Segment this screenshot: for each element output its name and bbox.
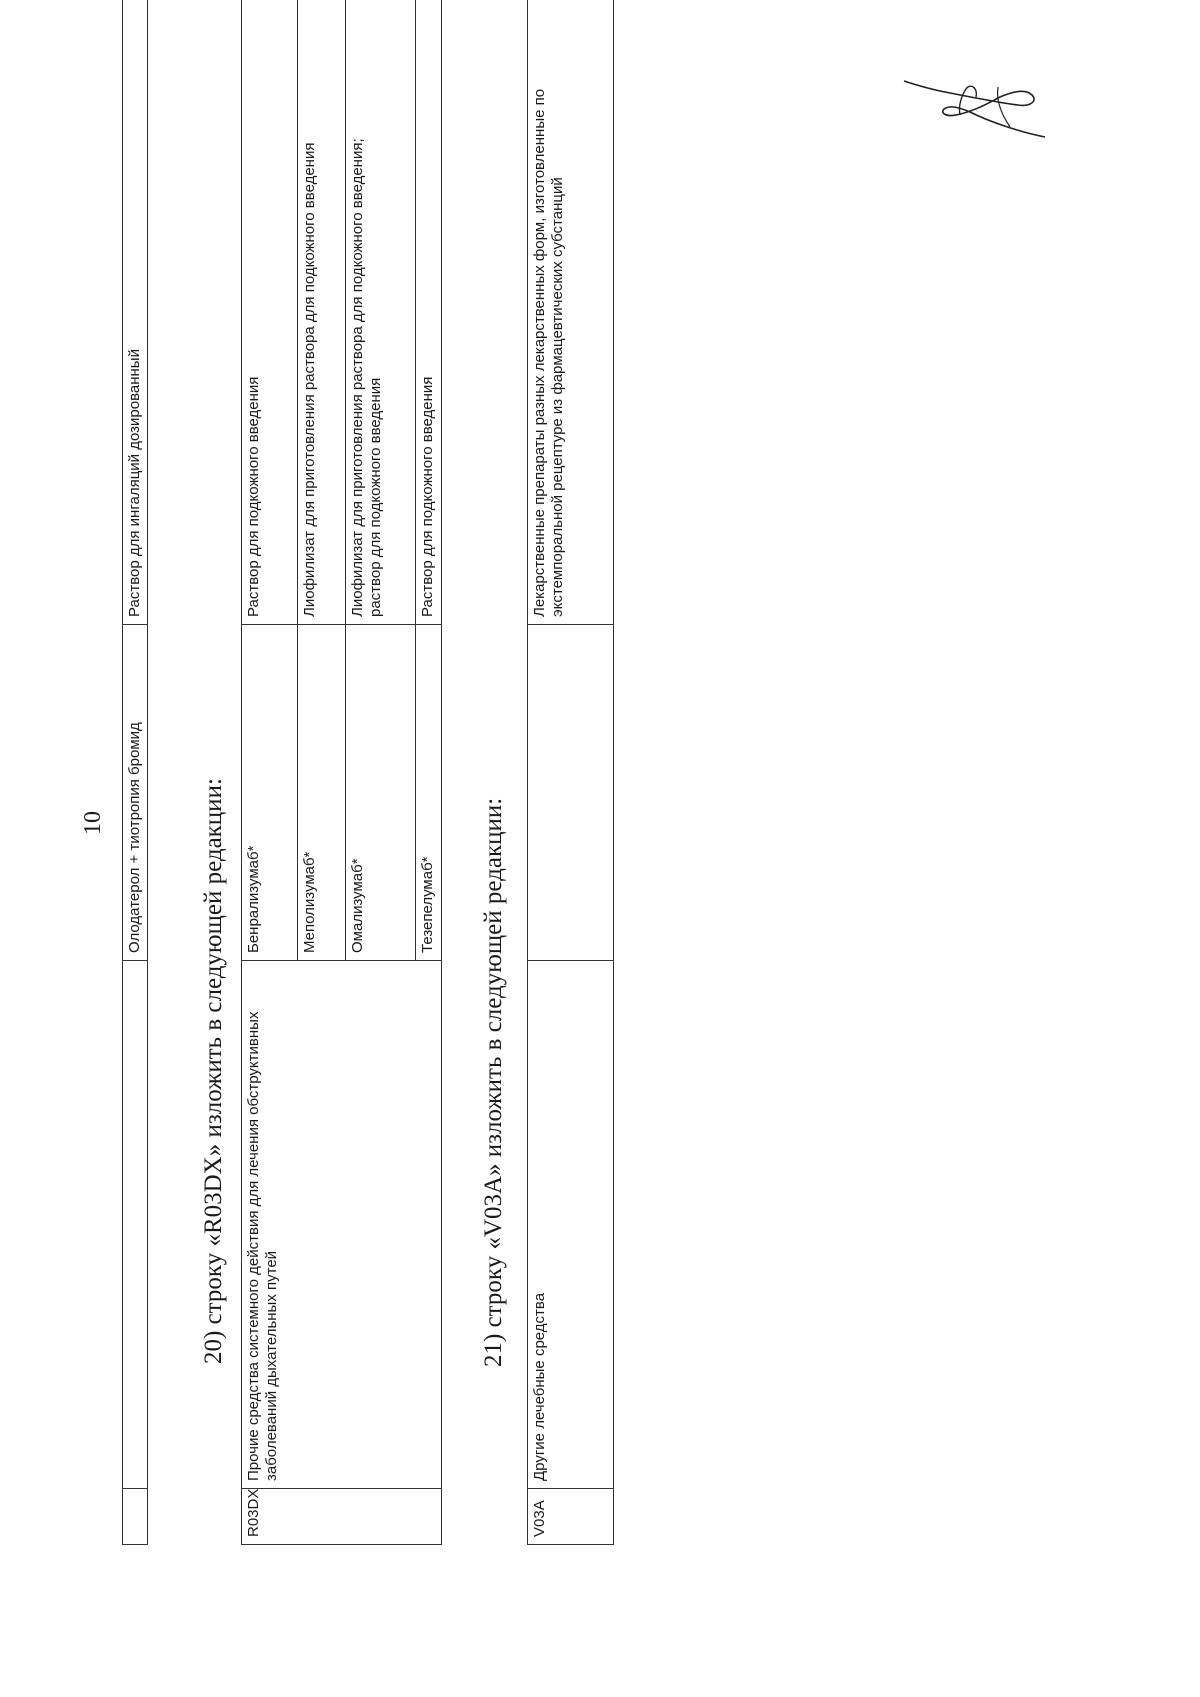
table-row: [242, 0, 298, 1545]
r03dx-table: [241, 0, 442, 1545]
dosage-form-cell: [242, 0, 298, 625]
atc-code-cell: R03DX: [242, 1489, 442, 1545]
inn-cell: Тезепелумаб*: [416, 625, 442, 961]
inn-cell: [528, 625, 614, 961]
continuation-table: [122, 0, 148, 1545]
dosage-form-line: Раствор для подкожного введения: [245, 376, 262, 617]
inn-cell: Олодатерол + тиотропия бромид: [123, 625, 148, 961]
v03a-table: [527, 0, 614, 1545]
dosage-form-line: Раствор для подкожного введения: [419, 376, 436, 617]
dosage-form-cell: Раствор для ингаляций дозированный: [123, 0, 148, 625]
atc-code-cell: V03A: [528, 1489, 614, 1545]
inn-cell: Бенрализумаб*: [242, 625, 298, 961]
dosage-form-cell: [298, 0, 346, 625]
signature-image: [900, 47, 1050, 167]
table-row: [528, 0, 614, 1545]
dosage-form-line: раствор для подкожного введения: [367, 377, 384, 617]
page-number: 10: [80, 811, 106, 835]
dosage-form-cell: [416, 0, 442, 625]
atc-code-cell: [123, 1489, 148, 1545]
dosage-form-line: Лиофилизат для приготовления раствора для подкожного введения: [301, 142, 318, 617]
item-21-heading: 21) строку «V03A» изложить в следующей редакции:: [480, 797, 507, 1367]
inn-cell: Меполизумаб*: [298, 625, 346, 961]
group-cell: Другие лечебные средства: [528, 961, 614, 1489]
group-cell: [123, 961, 148, 1489]
inn-cell: Омализумаб*: [346, 625, 416, 961]
dosage-form-cell: Лекарственные препараты разных лекарственных форм, изготовленные по экстемпоральной рецептуре из фармацевтических субстанций: [528, 0, 614, 625]
table-row: [123, 0, 148, 1545]
dosage-form-cell: [346, 0, 416, 625]
dosage-form-line: Лиофилизат для приготовления раствора для подкожного введения;: [349, 138, 366, 617]
group-cell: Прочие средства системного действия для лечения обструктивных заболеваний дыхательных путей: [242, 961, 442, 1489]
item-20-heading: 20) строку «R03DX» изложить в следующей редакции:: [200, 778, 227, 1364]
